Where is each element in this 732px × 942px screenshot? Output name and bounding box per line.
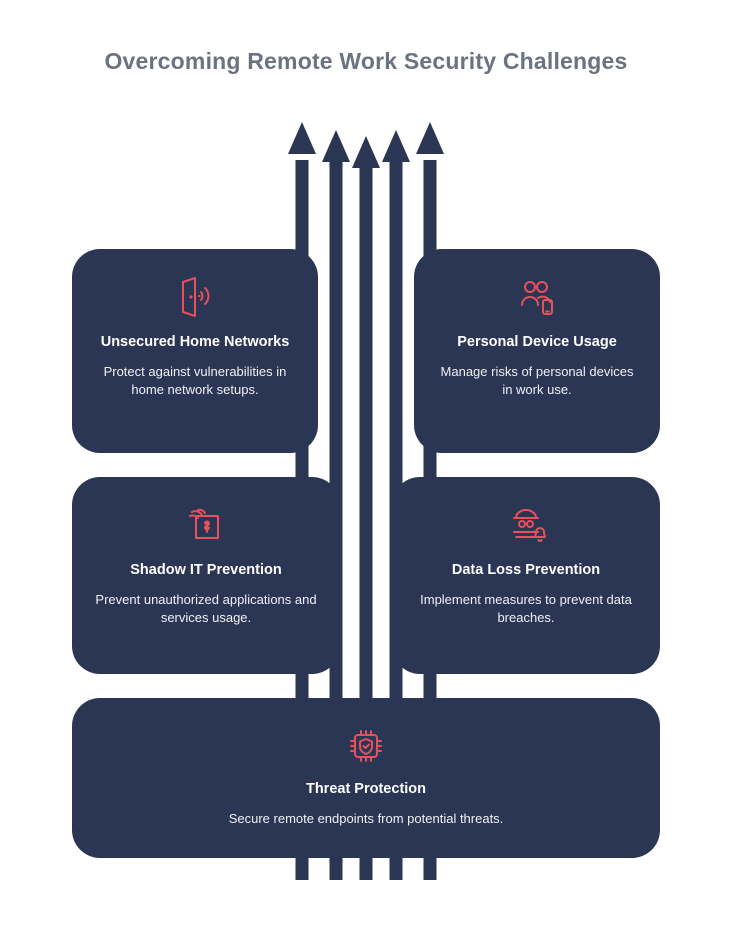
card-description: Manage risks of personal devices in work use. xyxy=(440,363,634,398)
hacker-alert-icon xyxy=(500,500,552,552)
card-description: Implement measures to prevent data breaches. xyxy=(420,591,632,626)
hand-money-icon xyxy=(180,500,232,552)
card-unsecured-home-networks[interactable] xyxy=(72,249,318,453)
card-description: Prevent unauthorized applications and services usage. xyxy=(95,591,317,626)
card-personal-device-usage[interactable] xyxy=(414,249,660,453)
door-wifi-icon xyxy=(169,272,221,324)
chip-shield-icon xyxy=(340,720,392,772)
hand-money-icon-wrap xyxy=(94,495,318,557)
hacker-alert-icon-wrap xyxy=(414,495,638,557)
people-mobile-icon-wrap xyxy=(436,267,638,329)
page-title: Overcoming Remote Work Security Challenges xyxy=(104,48,628,74)
door-wifi-icon-wrap xyxy=(94,267,296,329)
card-description: Secure remote endpoints from potential threats. xyxy=(228,810,504,826)
card-title: Unsecured Home Networks xyxy=(100,334,290,350)
people-mobile-icon xyxy=(511,272,563,324)
card-title: Shadow IT Prevention xyxy=(130,562,282,578)
card-shadow-it-prevention[interactable] xyxy=(72,477,340,674)
card-title: Personal Device Usage xyxy=(457,334,617,350)
card-description: Protect against vulnerabilities in home network setups. xyxy=(103,363,287,398)
card-title: Data Loss Prevention xyxy=(451,562,601,578)
chip-shield-icon-wrap xyxy=(94,716,638,776)
card-threat-protection[interactable] xyxy=(72,698,660,858)
card-title: Threat Protection xyxy=(305,781,427,797)
card-data-loss-prevention[interactable] xyxy=(392,477,660,674)
